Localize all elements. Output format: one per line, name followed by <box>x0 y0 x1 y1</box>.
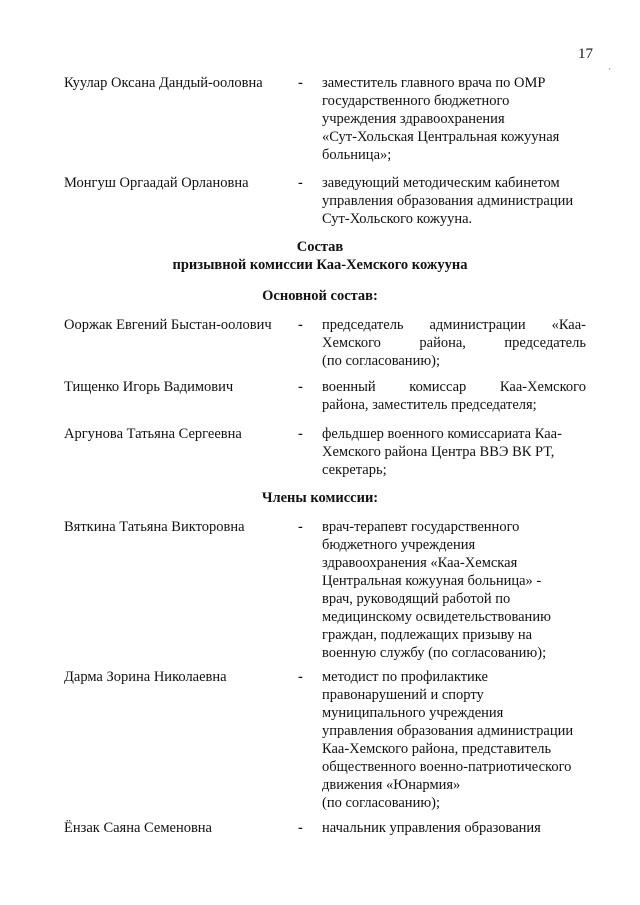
entry-dash: - <box>298 75 303 91</box>
entry-name: Ооржак Евгений Быстан-оолович <box>64 317 272 333</box>
entry-name: Куулар Оксана Дандый-ооловна <box>64 75 263 91</box>
description-word: Каа-Хемского <box>499 379 586 395</box>
entry-dash: - <box>298 175 303 191</box>
description-line: Центральная кожууная больница» - <box>322 573 542 589</box>
entry-name: Монгуш Оргаадай Орлановна <box>64 175 249 191</box>
description-line: (по согласованию); <box>322 353 441 369</box>
description-line: больница»; <box>322 147 392 163</box>
description-line <box>322 334 586 352</box>
entry-dash: - <box>298 669 303 685</box>
entry-description <box>322 668 573 812</box>
description-line: методист по профилактике <box>322 669 488 685</box>
entry-name: Тищенко Игорь Вадимович <box>64 379 234 395</box>
description-line: врач, руководящий работой по <box>322 591 511 607</box>
description-line: Сут-Хольского кожууна. <box>322 211 473 227</box>
description-line: правонарушений и спорту <box>322 687 484 703</box>
entry-name: Вяткина Татьяна Викторовна <box>64 519 245 535</box>
entry-description <box>322 819 541 837</box>
entry-name: Ёнзак Саяна Семеновна <box>64 820 212 836</box>
description-word: председатель <box>504 335 586 351</box>
composition-title: Состав <box>296 239 344 255</box>
description-line: движения «Юнармия» <box>322 777 461 793</box>
description-word: района, <box>419 335 466 351</box>
description-line: фельдшер военного комиссариата Каа- <box>322 426 562 442</box>
composition-subtitle: призывной комиссии Каа-Хемского кожууна <box>172 257 468 273</box>
description-line <box>322 378 586 396</box>
description-line <box>322 316 586 334</box>
description-line: заместитель главного врача по ОМР <box>322 75 546 91</box>
entry-dash: - <box>298 519 303 535</box>
description-word: военный <box>322 379 376 395</box>
description-line: района, заместитель председателя; <box>322 397 537 413</box>
description-line: секретарь; <box>322 462 387 478</box>
description-line: бюджетного учреждения <box>322 537 476 553</box>
description-line: Каа-Хемского района, представитель <box>322 741 552 757</box>
description-word: комиссар <box>409 379 467 395</box>
description-line: врач-терапевт государственного <box>322 519 520 535</box>
description-line: (по согласованию); <box>322 795 441 811</box>
entry-description <box>322 518 551 662</box>
description-word: Хемского <box>322 335 381 351</box>
description-line: управления образования администрации <box>322 723 574 739</box>
description-line: здравоохранения «Каа-Хемская <box>322 555 518 571</box>
entry-description <box>322 74 559 164</box>
description-word: администрации <box>429 317 526 333</box>
description-line: «Сут-Хольская Центральная кожууная <box>322 129 560 145</box>
description-line: начальник управления образования <box>322 820 541 836</box>
description-line: медицинскому освидетельствованию <box>322 609 551 625</box>
description-line: государственного бюджетного <box>322 93 510 109</box>
entry-name: Дарма Зорина Николаевна <box>64 669 227 685</box>
entry-description <box>322 425 562 479</box>
entry-dash: - <box>298 379 303 395</box>
description-word: председатель <box>322 317 404 333</box>
corner-mark: ˏ <box>608 60 611 70</box>
entry-name: Аргунова Татьяна Сергеевна <box>64 426 242 442</box>
description-line: учреждения здравоохранения <box>322 111 505 127</box>
entry-dash: - <box>298 317 303 333</box>
description-line: муниципального учреждения <box>322 705 504 721</box>
page-number: 17 <box>578 46 593 62</box>
entry-description <box>322 316 586 370</box>
entry-description <box>322 378 586 414</box>
description-word: «Каа- <box>551 317 586 333</box>
main-composition-heading: Основной состав: <box>262 288 378 304</box>
description-line: Хемского района Центра ВВЭ ВК РТ, <box>322 444 555 460</box>
description-line: военную службу (по согласованию); <box>322 645 547 661</box>
description-line: управления образования администрации <box>322 193 574 209</box>
entry-dash: - <box>298 426 303 442</box>
description-line: заведующий методическим кабинетом <box>322 175 560 191</box>
description-line: общественного военно-патриотического <box>322 759 572 775</box>
entry-dash: - <box>298 820 303 836</box>
entry-description <box>322 174 573 228</box>
description-line: граждан, подлежащих призыву на <box>322 627 533 643</box>
members-heading: Члены комиссии: <box>261 490 379 506</box>
